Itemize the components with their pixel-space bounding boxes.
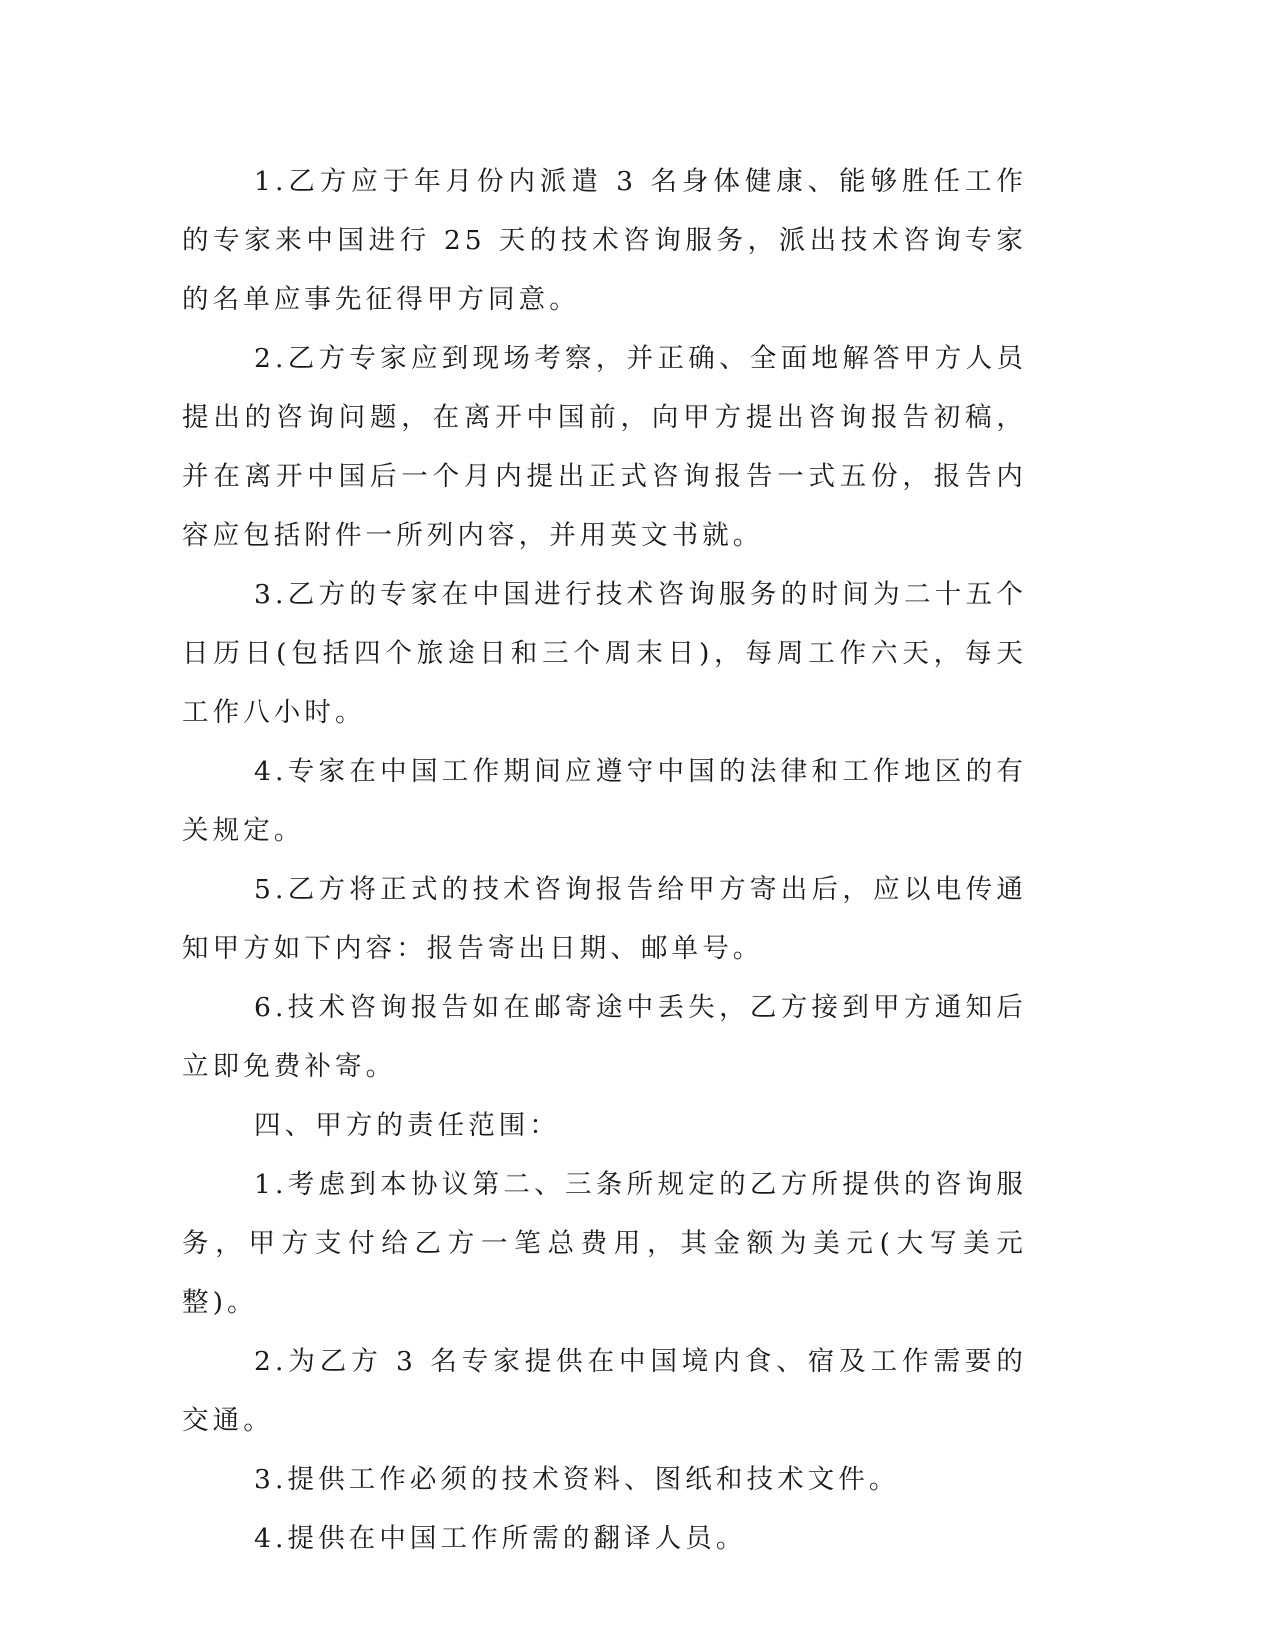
paragraph-b6: 6.技术咨询报告如在邮寄途中丢失，乙方接到甲方通知后立即免费补寄。 xyxy=(182,992,1027,1082)
document-body xyxy=(182,152,1027,1568)
paragraph-b5: 5.乙方将正式的技术咨询报告给甲方寄出后，应以电传通知甲方如下内容：报告寄出日期、邮单号。 xyxy=(182,874,1027,964)
paragraph-b1: 1.乙方应于年月份内派遣 3 名身体健康、能够胜任工作的专家来中国进行 25 天的技术咨询服务，派出技术咨询专家的名单应事先征得甲方同意。 xyxy=(182,166,1027,315)
paragraph-b3: 3.乙方的专家在中国进行技术咨询服务的时间为二十五个日历日(包括四个旅途日和三个周末日)，每周工作六天，每天工作八小时。 xyxy=(182,579,1027,728)
paragraph-a4: 4.提供在中国工作所需的翻译人员。 xyxy=(254,1523,747,1554)
paragraph-b4: 4.专家在中国工作期间应遵守中国的法律和工作地区的有关规定。 xyxy=(182,756,1027,846)
paragraph-a2: 2.为乙方 3 名专家提供在中国境内食、宿及工作需要的交通。 xyxy=(182,1346,1027,1436)
paragraph-a1: 1.考虑到本协议第二、三条所规定的乙方所提供的咨询服务，甲方支付给乙方一笔总费用，其金额为美元(大写美元整)。 xyxy=(182,1169,1027,1318)
paragraph-a3: 3.提供工作必须的技术资料、图纸和技术文件。 xyxy=(254,1464,900,1495)
paragraph-b2: 2.乙方专家应到现场考察，并正确、全面地解答甲方人员提出的咨询问题，在离开中国前，向甲方提出咨询报告初稿，并在离开中国后一个月内提出正式咨询报告一式五份，报告内容应包括附件一所列内容，并用英文书就。 xyxy=(182,343,1027,551)
section-heading-party-a-responsibilities: 四、甲方的责任范围： xyxy=(254,1110,560,1141)
